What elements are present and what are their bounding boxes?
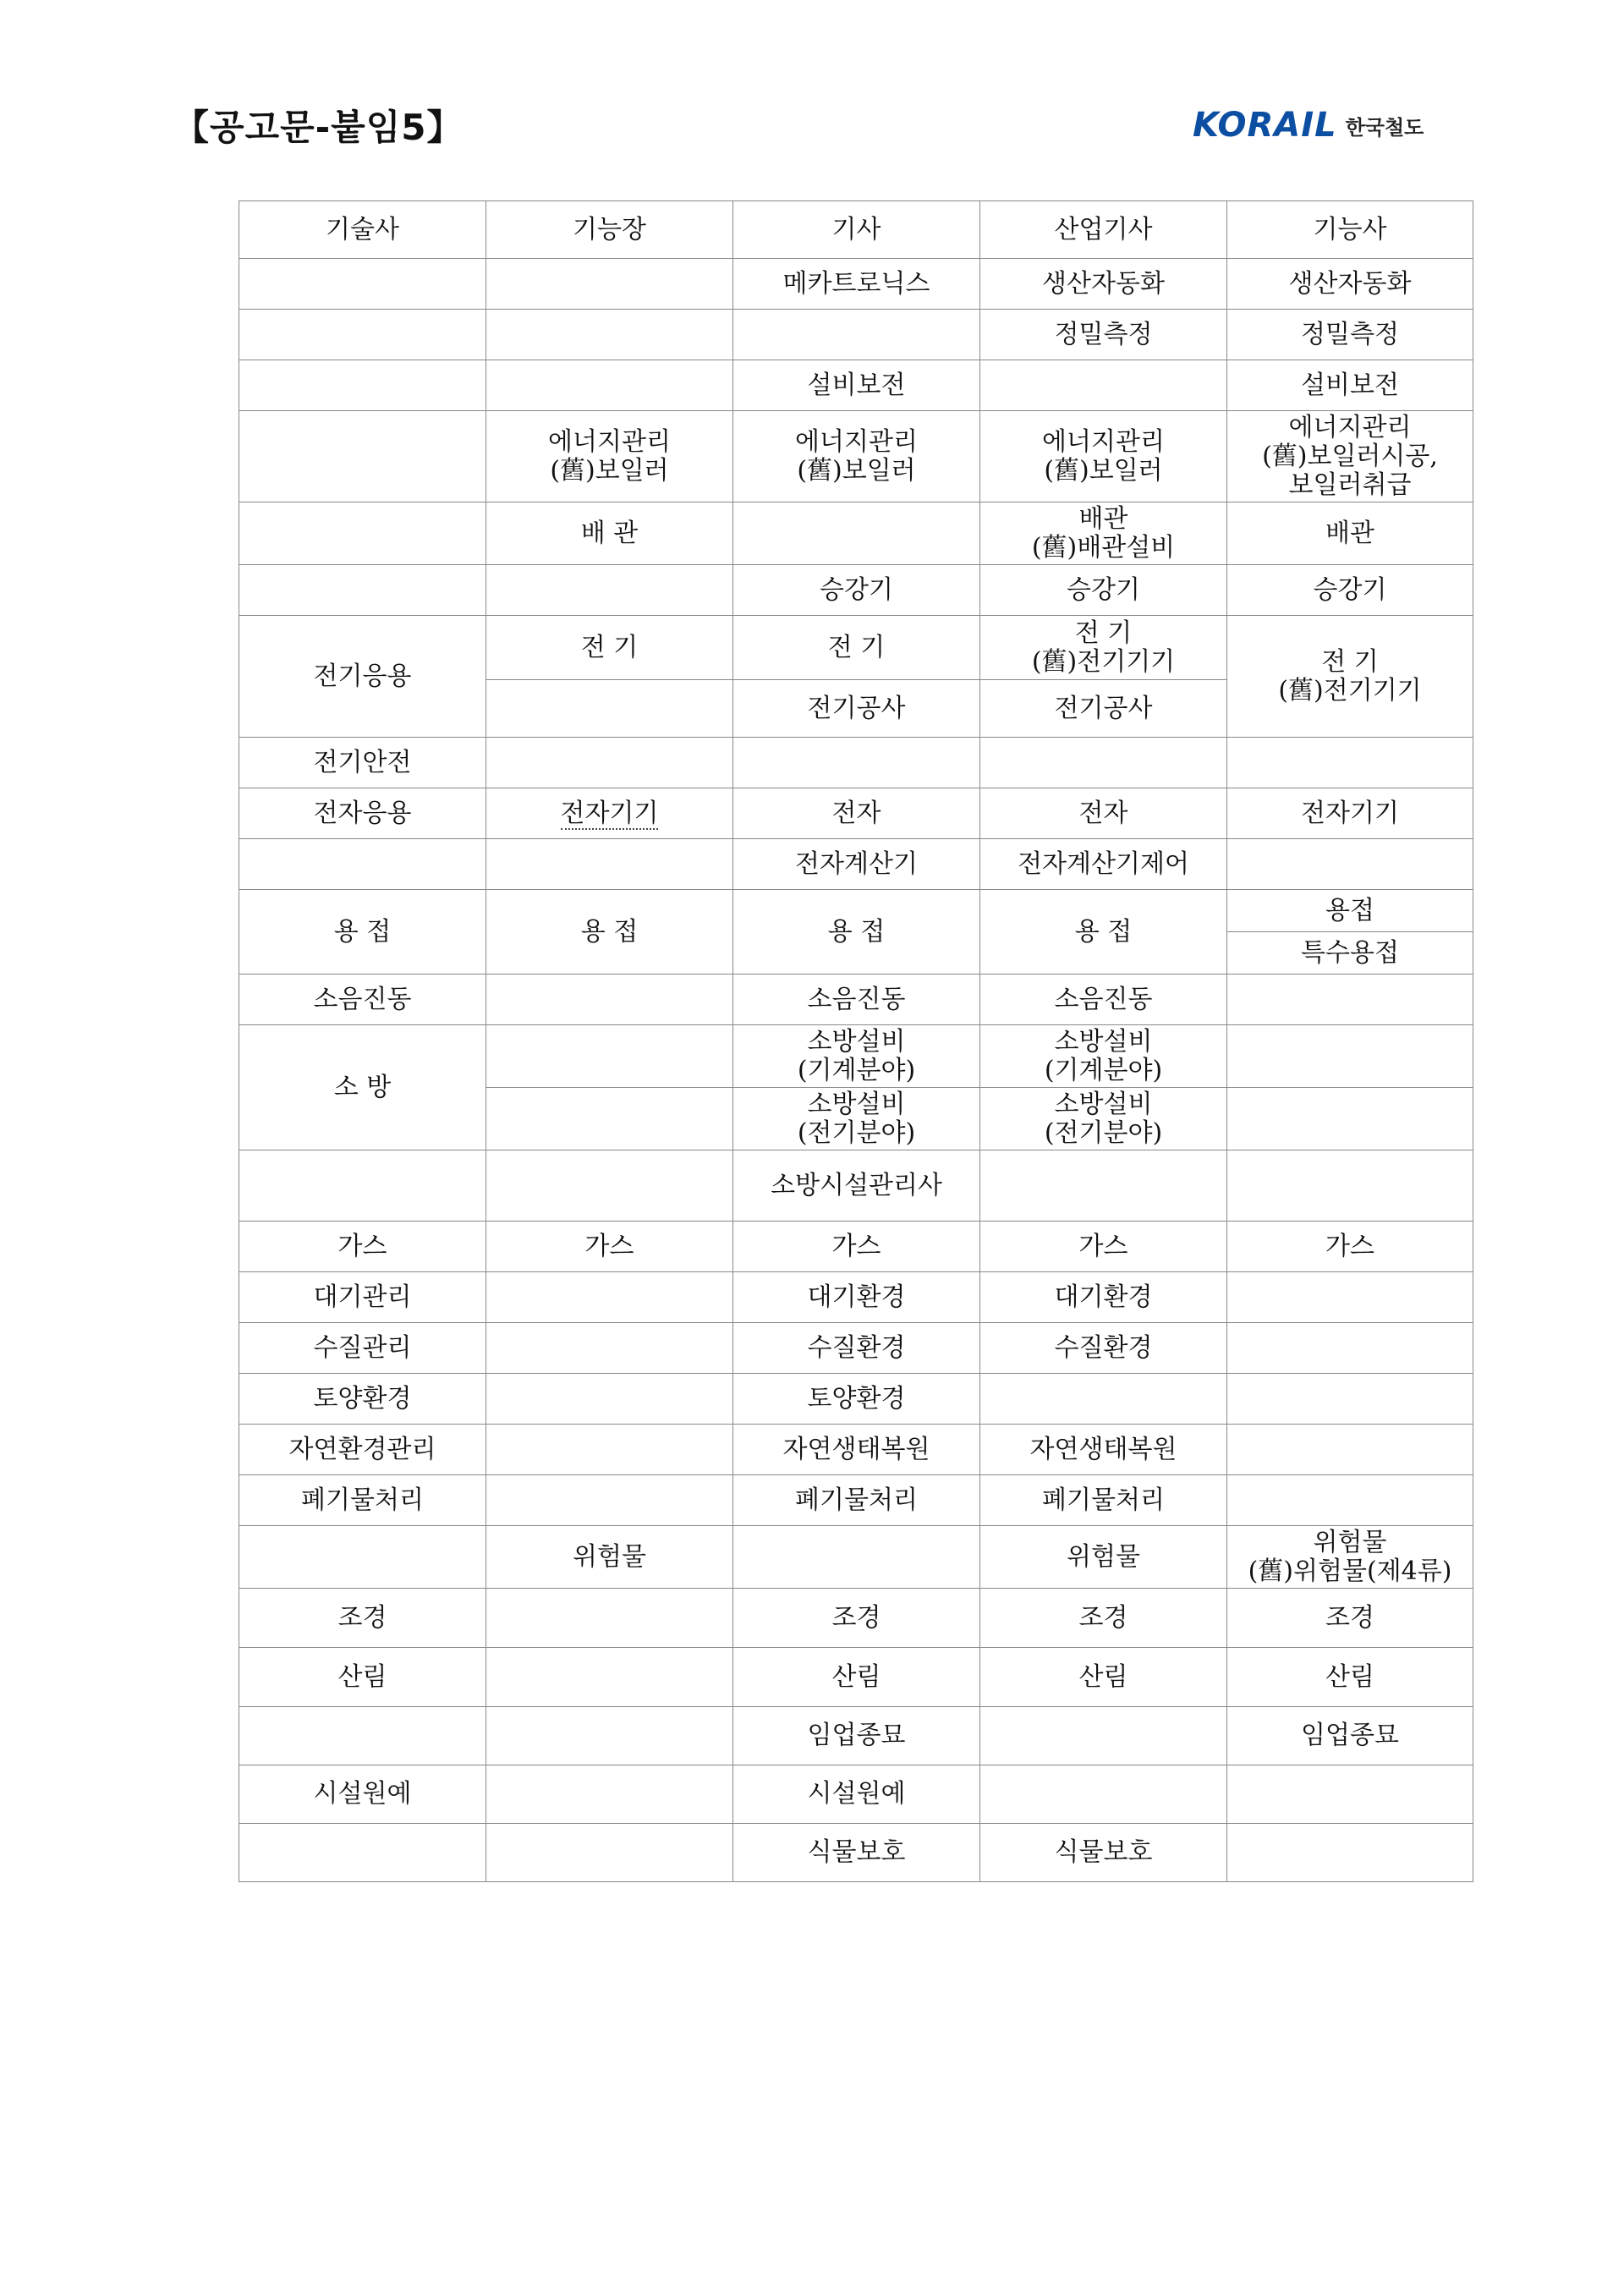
header-cell: 기능사	[1227, 201, 1473, 259]
table-row	[239, 1824, 1473, 1882]
table-cell	[1227, 1272, 1473, 1323]
table-cell	[239, 1707, 486, 1765]
table-cell	[486, 1088, 733, 1150]
table-row	[239, 1222, 1473, 1272]
table-cell	[239, 502, 486, 565]
table-cell: 배관	[1227, 502, 1473, 565]
table-cell	[486, 1707, 733, 1765]
table-cell: 대기관리	[239, 1272, 486, 1323]
table-cell: 수질환경	[733, 1323, 980, 1374]
table-cell	[486, 1374, 733, 1425]
table-row	[239, 1025, 1473, 1088]
table-cell	[239, 310, 486, 360]
table-row	[239, 1648, 1473, 1707]
table-cell	[486, 1323, 733, 1374]
table-cell: 위험물	[486, 1526, 733, 1589]
table-cell	[239, 1526, 486, 1589]
table-row	[239, 1425, 1473, 1475]
table-cell: 승강기	[1227, 565, 1473, 616]
table-cell: 설비보전	[733, 360, 980, 411]
table-cell: 소 방	[239, 1025, 486, 1150]
table-cell	[980, 1374, 1227, 1425]
table-cell	[486, 1589, 733, 1648]
table-cell: 전기공사	[980, 680, 1227, 738]
table-cell	[486, 259, 733, 310]
table-cell: 소음진동	[239, 975, 486, 1025]
table-cell	[733, 738, 980, 788]
qualification-table	[239, 200, 1473, 1882]
table-cell: 전기안전	[239, 738, 486, 788]
table-cell: 시설원예	[239, 1765, 486, 1824]
table-row	[239, 738, 1473, 788]
table-row	[239, 310, 1473, 360]
table-cell: 가스	[733, 1222, 980, 1272]
document-label: 【공고문-붙임5】	[173, 107, 464, 148]
table-cell: 산림	[239, 1648, 486, 1707]
table-cell	[486, 680, 733, 738]
table-cell	[239, 1150, 486, 1222]
table-cell: 대기환경	[733, 1272, 980, 1323]
table-cell	[486, 1272, 733, 1323]
table-row	[239, 1323, 1473, 1374]
table-cell: 전기공사	[733, 680, 980, 738]
table-cell: 메카트로닉스	[733, 259, 980, 310]
table-cell: 설비보전	[1227, 360, 1473, 411]
table-row	[239, 360, 1473, 411]
table-cell	[1227, 738, 1473, 788]
table-row	[239, 502, 1473, 565]
table-cell: 전자	[980, 788, 1227, 839]
table-cell	[1227, 1088, 1473, 1150]
table-cell: 배 관	[486, 502, 733, 565]
table-cell	[486, 1648, 733, 1707]
table-cell	[1227, 1765, 1473, 1824]
table-cell: 전자응용	[239, 788, 486, 839]
table-cell	[486, 1150, 733, 1222]
table-row	[239, 1272, 1473, 1323]
table-cell: 시설원예	[733, 1765, 980, 1824]
table-cell: 전 기 (舊)전기기기	[1227, 616, 1473, 738]
table-cell: 위험물	[980, 1526, 1227, 1589]
table-row	[239, 1589, 1473, 1648]
table-cell: 정밀측정	[1227, 310, 1473, 360]
table-cell	[239, 1824, 486, 1882]
table-cell: 용 접	[733, 890, 980, 975]
table-cell	[1227, 975, 1473, 1025]
table-cell: 가스	[1227, 1222, 1473, 1272]
table-cell: 토양환경	[733, 1374, 980, 1425]
table-row	[239, 1526, 1473, 1589]
table-cell	[1227, 1425, 1473, 1475]
table-cell	[1227, 1374, 1473, 1425]
header-row	[239, 201, 1473, 259]
table-cell	[980, 1765, 1227, 1824]
table-cell	[1227, 839, 1473, 890]
table-cell: 자연환경관리	[239, 1425, 486, 1475]
header-cell: 기사	[733, 201, 980, 259]
logo-text: KORAIL	[1193, 106, 1337, 145]
table-cell: 식물보호	[980, 1824, 1227, 1882]
table-cell: 폐기물처리	[733, 1475, 980, 1526]
table-cell: 용 접	[239, 890, 486, 975]
table-cell: 조경	[733, 1589, 980, 1648]
table-cell	[980, 1707, 1227, 1765]
table-cell: 자연생태복원	[733, 1425, 980, 1475]
table-row	[239, 1150, 1473, 1222]
table-cell: 용접	[1227, 890, 1473, 932]
table-cell: 용 접	[980, 890, 1227, 975]
table-cell: 임업종묘	[733, 1707, 980, 1765]
table-cell: 조경	[239, 1589, 486, 1648]
table-row	[239, 975, 1473, 1025]
table-cell: 승강기	[733, 565, 980, 616]
table-cell: 토양환경	[239, 1374, 486, 1425]
table-cell	[980, 1150, 1227, 1222]
table-cell: 대기환경	[980, 1272, 1227, 1323]
underlined-text: 전자기기	[560, 798, 659, 828]
table-cell	[733, 502, 980, 565]
table-row	[239, 1374, 1473, 1425]
table-cell	[1227, 1824, 1473, 1882]
table-cell: 가스	[239, 1222, 486, 1272]
table-cell	[733, 1526, 980, 1589]
table-cell	[486, 565, 733, 616]
table-cell: 에너지관리 (舊)보일러	[486, 411, 733, 502]
table-cell	[486, 1824, 733, 1882]
table-cell	[1227, 1323, 1473, 1374]
table-cell: 수질관리	[239, 1323, 486, 1374]
table-cell	[239, 565, 486, 616]
table-cell: 정밀측정	[980, 310, 1227, 360]
table-cell: 승강기	[980, 565, 1227, 616]
table-cell: 에너지관리 (舊)보일러	[980, 411, 1227, 502]
table-cell: 가스	[980, 1222, 1227, 1272]
table-cell: 전자기기	[1227, 788, 1473, 839]
table-cell	[1227, 1150, 1473, 1222]
table-cell: 조경	[1227, 1589, 1473, 1648]
table-cell: 소방시설관리사	[733, 1150, 980, 1222]
table-row	[239, 1707, 1473, 1765]
table-cell: 전자	[733, 788, 980, 839]
table-cell	[733, 310, 980, 360]
table-cell	[486, 1475, 733, 1526]
table-cell	[486, 1025, 733, 1088]
table-cell: 전자계산기	[733, 839, 980, 890]
table-cell: 전기응용	[239, 616, 486, 738]
table-cell: 임업종묘	[1227, 1707, 1473, 1765]
table-cell	[980, 738, 1227, 788]
table-cell: 전자계산기제어	[980, 839, 1227, 890]
table-cell: 산림	[733, 1648, 980, 1707]
table-cell: 소방설비 (전기분야)	[980, 1088, 1227, 1150]
table-cell	[239, 360, 486, 411]
header-cell: 산업기사	[980, 201, 1227, 259]
table-cell	[1227, 1475, 1473, 1526]
table-cell: 산림	[980, 1648, 1227, 1707]
table-cell: 가스	[486, 1222, 733, 1272]
table-cell: 식물보호	[733, 1824, 980, 1882]
table-row	[239, 788, 1473, 839]
logo-subtitle: 한국철도	[1345, 115, 1424, 140]
table-cell	[239, 839, 486, 890]
table-row	[239, 259, 1473, 310]
header-cell: 기술사	[239, 201, 486, 259]
table-cell: 소음진동	[980, 975, 1227, 1025]
table-cell: 배관 (舊)배관설비	[980, 502, 1227, 565]
table-row	[239, 616, 1473, 680]
table-row	[239, 1765, 1473, 1824]
table-row	[239, 411, 1473, 502]
table-row	[239, 839, 1473, 890]
table-cell: 에너지관리 (舊)보일러시공, 보일러취급	[1227, 411, 1473, 502]
table-cell: 전 기 (舊)전기기기	[980, 616, 1227, 680]
table-cell: 생산자동화	[1227, 259, 1473, 310]
table-cell: 위험물 (舊)위험물(제4류)	[1227, 1526, 1473, 1589]
table-cell: 소방설비 (전기분야)	[733, 1088, 980, 1150]
table-cell: 폐기물처리	[239, 1475, 486, 1526]
table-cell	[239, 411, 486, 502]
table-cell	[980, 360, 1227, 411]
table-cell	[239, 259, 486, 310]
table-cell	[486, 310, 733, 360]
table-cell: 소방설비 (기계분야)	[733, 1025, 980, 1088]
table-cell	[1227, 1025, 1473, 1088]
table-cell: 생산자동화	[980, 259, 1227, 310]
table-row	[239, 565, 1473, 616]
table-cell: 특수용접	[1227, 932, 1473, 975]
table-cell	[486, 360, 733, 411]
table-cell: 조경	[980, 1589, 1227, 1648]
table-cell	[486, 738, 733, 788]
header-cell: 기능장	[486, 201, 733, 259]
table-cell	[486, 1765, 733, 1824]
table-cell	[486, 839, 733, 890]
table-cell	[486, 975, 733, 1025]
table-cell: 에너지관리 (舊)보일러	[733, 411, 980, 502]
korail-logo	[1193, 103, 1424, 147]
table-row	[239, 1475, 1473, 1526]
table-cell	[486, 1425, 733, 1475]
table-cell: 산림	[1227, 1648, 1473, 1707]
table-cell: 폐기물처리	[980, 1475, 1227, 1526]
table-cell: 소방설비 (기계분야)	[980, 1025, 1227, 1088]
table-cell: 전 기	[733, 616, 980, 680]
table-cell	[486, 788, 733, 839]
table-row	[239, 890, 1473, 932]
table-cell: 수질환경	[980, 1323, 1227, 1374]
table-cell: 소음진동	[733, 975, 980, 1025]
table-cell: 전 기	[486, 616, 733, 680]
table-cell: 자연생태복원	[980, 1425, 1227, 1475]
table-cell: 용 접	[486, 890, 733, 975]
